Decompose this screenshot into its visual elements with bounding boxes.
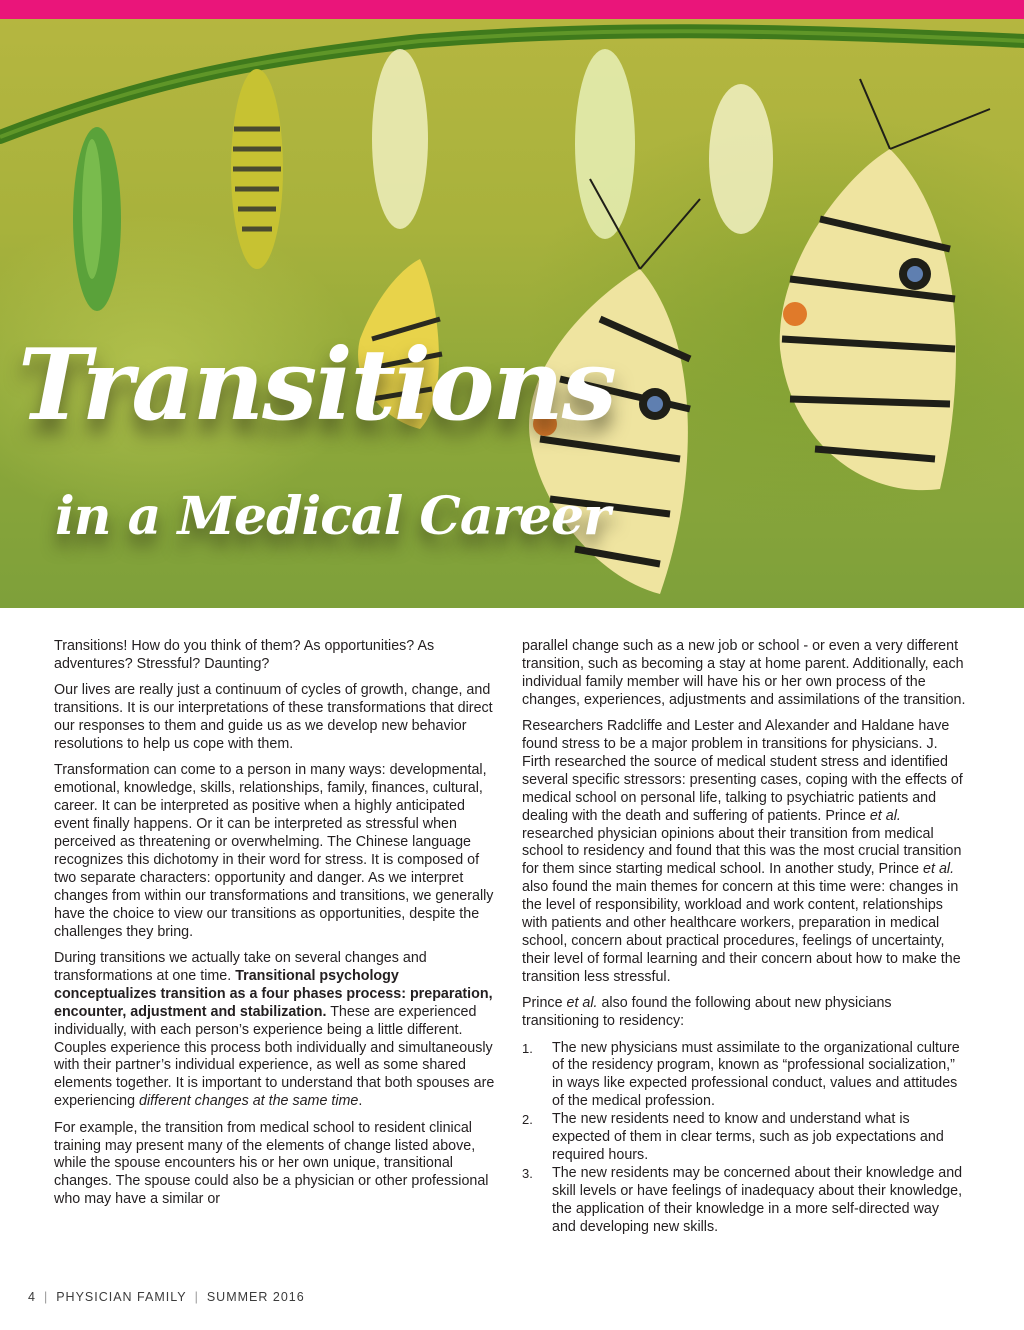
bold-text-run: Transitional psychology conceptualizes transition as a four phases process: preparation, encounter, adjustment and stabilization. [54,967,493,1020]
list-item-text: The new residents need to know and understand what is expected of them in clear terms, such as job expectations and required hours. [552,1111,944,1163]
accent-bar [0,0,1024,19]
hero-image [0,19,1024,625]
text-run: researched physician opinions about their transition from medical school to residency and found that this was the most crucial transition for them since starting medical school. In another study, Prince [522,825,962,878]
list-item [522,1111,966,1165]
paragraph: Our lives are really just a continuum of cycles of growth, change, and transitions. It is our interpretations of these transformations that direct our responses to them and guide us as we develop new behavior resolutions to help us cope with them. [54,682,493,753]
text-run: During transitions we actually take on several changes and transformations at one time. [54,950,427,984]
list-item-text: The new residents may be concerned about their knowledge and skill levels or have feelings of inadequacy about their knowledge, the application of their knowledge in a more self-directed way and developing new skills. [552,1164,963,1235]
list-number: 3. [522,1165,533,1181]
paragraph: For example, the transition from medical school to resident clinical training may present many of the elements of change listed above, while the spouse encounters his or her own unique, transitional changes. The spouse could also be a physician or other professional who may have a similar or [54,1119,489,1208]
issue-date: SUMMER 2016 [206,1290,305,1304]
paragraph [54,950,496,1111]
text-run: also found the main themes for concern at this time were: changes in the level of responsibility, workload and work content, relationships with patients and other healthcare workers, preparation in medical school, concern about practical procedures, feelings of uncertainty, their level of formal learning and their concern about how to make the transition less stressful. [522,879,961,985]
list-item [522,1040,966,1112]
italic-text-run: different changes at the same time [139,1093,359,1110]
footer-separator: | [194,1290,199,1304]
text-run: also found the following about new physicians transitioning to residency: [522,995,892,1030]
text-run: Prince [522,995,567,1012]
footer-separator: | [43,1290,49,1304]
list-item-text: The new physicians must assimilate to the organizational culture of the residency program, known as “professional socialization,” in ways like expected professional conduct, values and attitudes of the medical profession. [552,1039,960,1110]
italic-et-al: et al. [923,861,955,878]
paragraph: Transformation can come to a person in many ways: developmental, emotional, knowledge, skills, relationships, family, finances, cultural, career. It can be interpreted as positive when a highly anticipated event finally happens. Or it can be interpreted as stressful when perceived as threatening or overwhelming. The Chinese language recognizes this dichotomy in their word for stress. It is composed of two separate characters: opportunity and danger. As we interpret changes from within our transformations and transitions, we generally have the choice to view our transitions as opportunities, despite the challenges they bring. [54,762,494,940]
findings-list [522,1040,966,1237]
paragraph [522,718,966,987]
paragraph [522,995,966,1031]
page-number: 4 [28,1290,36,1304]
list-item [522,1165,966,1237]
paragraph: parallel change such as a new job or school - or even a very different transition, such as becoming a stay at home parent. Additionally, each individual family member will have his or her own process of the changes, experiences, adjustments and assimilations of the transition. [522,638,966,708]
right-column [522,638,966,1237]
page-footer [28,1290,305,1304]
text-run: These are experienced individually, with each person’s experience being a little different. Couples experience this process both individually and simultaneously with their partner’s individual experience, as well as some shared elements together. It is important to understand that both spouses are experiencing [54,1003,495,1110]
text-run: Researchers Radcliffe and Lester and Alexander and Haldane have found stress to be a major problem in transitions for physicians. J. Firth researched the source of medical student stress and identified several specific stressors: presenting cases, coping with the effects of medical school on personal life, talking to psychiatric patients and dealing with the death and suffering of patients. Prince [522,718,963,824]
list-number: 1. [522,1040,533,1056]
article-subtitle: in a Medical Career [55,486,610,547]
left-column [54,638,496,1218]
text-run: . [358,1093,363,1110]
italic-et-al: et al. [566,995,598,1012]
list-number: 2. [522,1112,533,1128]
italic-et-al: et al. [869,807,901,824]
paragraph: Transitions! How do you think of them? As opportunities? As adventures? Stressful? Daunting? [54,638,435,672]
author-byline: By Ilene Bosscher [849,608,970,625]
publication-name: PHYSICIAN FAMILY [56,1290,187,1304]
article-title: Transitions [18,328,615,443]
